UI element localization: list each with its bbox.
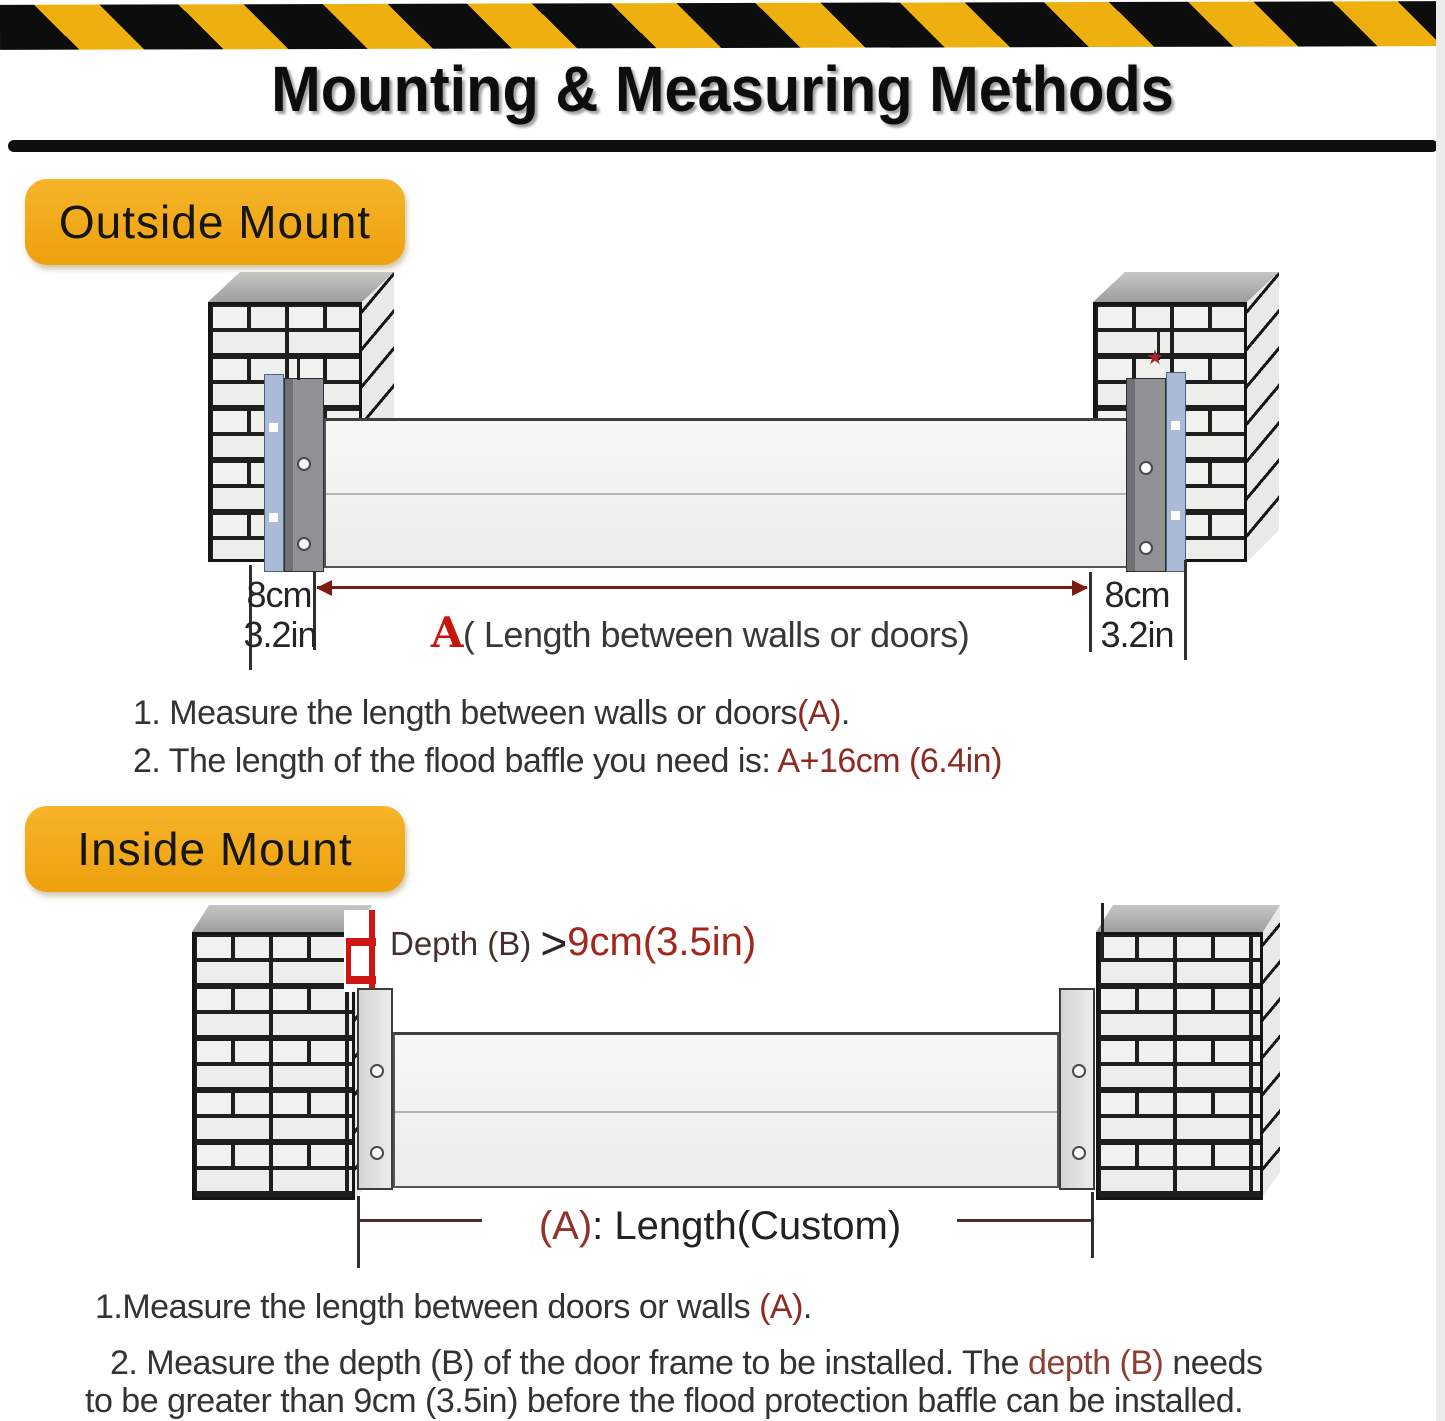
outside-right-bracket: [1126, 378, 1166, 572]
inside-right-pin: [1101, 903, 1104, 961]
outside-left-pillar-top: [208, 272, 394, 302]
bracket-screw-hole: [1139, 461, 1153, 475]
inside-flood-barrier: [393, 1032, 1059, 1188]
inside-step-2-line-2: [85, 1382, 1243, 1421]
inside-right-pillar-top: [1096, 905, 1280, 932]
brick-texture: [1099, 935, 1260, 1197]
brick-texture: [195, 935, 352, 1197]
channel-hole: [1171, 511, 1180, 520]
length-note-rest: : Length(Custom): [592, 1204, 902, 1248]
step-text: .: [802, 1288, 812, 1326]
inside-right-pillar: [1096, 932, 1263, 1200]
left-bracket-pin: [297, 354, 300, 380]
step-accent: (A): [759, 1288, 803, 1326]
inside-right-channel: [1059, 988, 1095, 1190]
inside-left-channel: [357, 988, 393, 1190]
step-text: 1. Measure the length between walls or doors: [133, 694, 798, 732]
inside-left-pillar: [192, 932, 355, 1200]
bracket-screw-hole: [297, 537, 311, 551]
outside-mount-badge-label: Outside Mount: [58, 196, 372, 248]
right-gap-in: 3.2in: [1100, 614, 1174, 655]
outside-right-pillar-side: [1247, 272, 1279, 562]
depth-note: [390, 916, 756, 970]
barrier-panel-seam: [326, 493, 1128, 495]
outside-right-pillar-top: [1093, 272, 1279, 302]
title-underline: [8, 140, 1438, 152]
outside-right-channel: [1166, 372, 1186, 572]
channel-screw-hole: [1072, 1064, 1086, 1078]
length-note-accent: (A): [538, 1204, 593, 1248]
channel-screw-hole: [370, 1146, 384, 1160]
depth-indicator-rail: [346, 938, 351, 984]
step-accent: (A): [797, 694, 841, 732]
depth-note-gt: >: [540, 917, 568, 969]
step-text: needs: [1163, 1344, 1263, 1382]
depth-note-label: Depth (B): [390, 925, 541, 962]
outside-left-channel: [264, 374, 284, 572]
length-between-walls-label: [380, 608, 1020, 657]
right-edge-strip: [1436, 0, 1445, 1421]
channel-hole: [269, 423, 278, 432]
outside-step-1: [133, 694, 850, 733]
dim-tick: [1184, 560, 1187, 660]
outside-mount-badge: [25, 179, 405, 265]
step-accent: A+16cm (6.4in): [777, 742, 1002, 780]
bracket-screw-hole: [297, 457, 311, 471]
channel-hole: [1171, 421, 1180, 430]
inside-right-pillar-side: [1263, 905, 1280, 1196]
left-gap-cm: 8cm: [246, 574, 312, 615]
right-gap-cm: 8cm: [1104, 574, 1170, 615]
dim-segment: [957, 1219, 1091, 1222]
left-gap-in: 3.2in: [243, 614, 317, 655]
depth-note-value: 9cm(3.5in): [567, 920, 757, 964]
inside-step-1: [95, 1288, 812, 1327]
dim-tick: [1091, 1192, 1094, 1258]
outside-left-bracket: [284, 378, 324, 572]
custom-length-label: [470, 1204, 970, 1249]
bracket-screw-hole: [1139, 541, 1153, 555]
step-text: 2. The length of the flood baffle you need is:: [133, 742, 778, 780]
dim-tick: [1089, 572, 1092, 652]
inside-mount-badge: [25, 806, 405, 892]
channel-screw-hole: [1072, 1146, 1086, 1160]
red-marker-star: ★: [1146, 347, 1164, 369]
page-title: Mounting & Measuring Methods: [271, 53, 1174, 125]
step-text: 1.Measure the length between doors or walls: [95, 1288, 760, 1326]
length-label-rest: ( Length between walls or doors): [462, 614, 970, 655]
step-text: 2. Measure the depth (B) of the door frame to be installed. The: [110, 1344, 1029, 1382]
length-arrow: [317, 586, 1087, 589]
channel-screw-hole: [370, 1064, 384, 1078]
step-accent: depth (B): [1028, 1344, 1164, 1382]
inside-step-2-line-1: [110, 1344, 1262, 1383]
hazard-stripe-band: [0, 1, 1445, 50]
dim-segment: [360, 1219, 482, 1222]
inside-mount-badge-label: Inside Mount: [77, 823, 353, 875]
dim-tick: [357, 1196, 360, 1268]
step-text: to be greater than 9cm (3.5in) before the flood protection baffle can be installed.: [85, 1382, 1244, 1420]
length-label-A: A: [430, 608, 463, 657]
channel-hole: [269, 513, 278, 522]
step-text: .: [840, 694, 850, 732]
barrier-panel-seam: [395, 1111, 1057, 1113]
outside-step-2: [133, 742, 1002, 781]
outside-flood-barrier: [324, 418, 1130, 568]
